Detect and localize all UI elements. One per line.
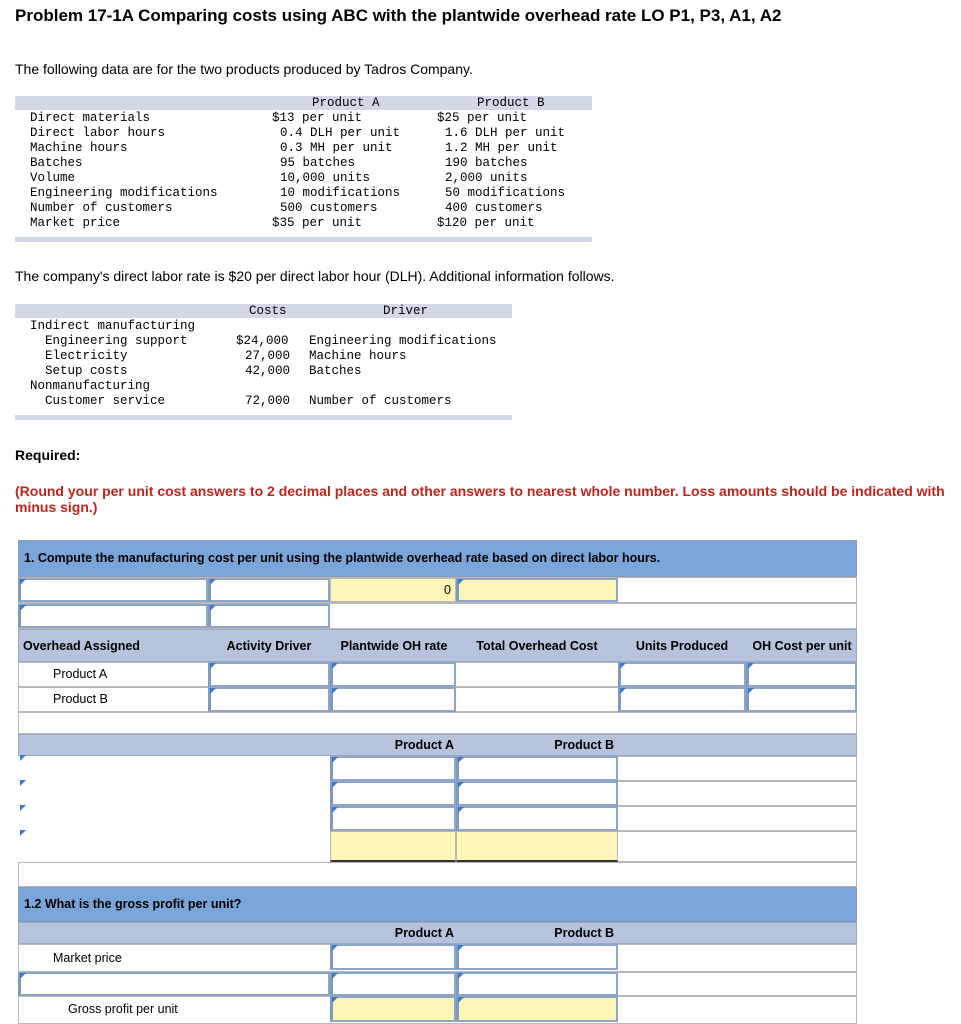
product-a-value: 0.3 MH per unit xyxy=(280,141,393,155)
cost-value: 27,000 xyxy=(245,349,291,363)
product-b-plantwide-rate-input[interactable] xyxy=(330,687,456,712)
cost-value: 72,000 xyxy=(245,394,291,408)
label-input-2[interactable] xyxy=(18,604,208,628)
product-b-value: 190 batches xyxy=(445,156,528,170)
column-header-costs: Costs xyxy=(249,304,287,318)
product-a-units-input[interactable] xyxy=(618,662,746,687)
rounding-instructions: (Round your per unit cost answers to 2 decimal places and other answers to nearest whole number. Loss amounts should be indicated with minus sign.) xyxy=(15,483,945,515)
product-a-value: 0.4 DLH per unit xyxy=(280,126,401,140)
driver-input-2[interactable] xyxy=(208,604,330,628)
total-cost-b-cell xyxy=(456,831,618,862)
product-a-value: 95 batches xyxy=(280,156,356,170)
product-b-value: 2,000 units xyxy=(445,171,528,185)
row-label: Electricity xyxy=(45,349,128,363)
table-bottom-bar xyxy=(15,415,512,420)
driver-value: Machine hours xyxy=(309,349,407,363)
gross-profit-b-input[interactable] xyxy=(456,996,618,1022)
column-header-product-b: Product B xyxy=(554,926,614,940)
gross-profit-cost-a-input[interactable] xyxy=(330,972,456,996)
cost-label-input-3[interactable] xyxy=(18,806,330,831)
label-input-1[interactable] xyxy=(18,578,208,602)
column-header-product-a: Product A xyxy=(312,96,380,110)
spacer-row xyxy=(18,862,857,887)
required-heading: Required: xyxy=(15,447,81,463)
column-header-units-produced: Units Produced xyxy=(635,638,729,653)
product-b-activity-driver-input[interactable] xyxy=(208,687,330,712)
row-label: Setup costs xyxy=(45,364,128,378)
driver-input-1[interactable] xyxy=(208,578,330,602)
product-b-value: $120 per unit xyxy=(437,216,535,230)
driver-value: Number of customers xyxy=(309,394,452,408)
intro-text: The following data are for the two products produced by Tadros Company. xyxy=(15,61,473,77)
market-price-b-input[interactable] xyxy=(456,944,618,970)
column-header-oh-cost-per-unit: OH Cost per unit xyxy=(752,638,852,653)
cost-b-input-2[interactable] xyxy=(456,781,618,806)
product-b-units-input[interactable] xyxy=(618,687,746,712)
column-header-product-b: Product B xyxy=(554,738,614,752)
product-b-value: 1.2 MH per unit xyxy=(445,141,558,155)
gross-profit-cost-b-input[interactable] xyxy=(456,972,618,996)
question-1-text: 1. Compute the manufacturing cost per unit using the plantwide overhead rate based on direct labor hours. xyxy=(24,551,661,565)
spacer-row xyxy=(18,712,857,734)
column-header-overhead-assigned: Overhead Assigned xyxy=(23,638,140,653)
cost-a-input-1[interactable] xyxy=(330,756,456,781)
column-header-activity-driver: Activity Driver xyxy=(226,638,312,653)
product-a-label: Product A xyxy=(53,667,108,681)
row-label: Number of customers xyxy=(30,201,173,215)
cost-label-input-2[interactable] xyxy=(18,781,330,806)
column-header-driver: Driver xyxy=(383,304,429,318)
row-label: Machine hours xyxy=(30,141,128,155)
driver-value: Engineering modifications xyxy=(309,334,497,348)
product-a-value: $35 per unit xyxy=(272,216,363,230)
table-bottom-bar xyxy=(15,237,592,242)
column-header-plantwide-oh-rate: Plantwide OH rate xyxy=(340,638,448,653)
product-a-value: 500 customers xyxy=(280,201,378,215)
column-header-product-a: Product A xyxy=(394,926,454,940)
question-1-band xyxy=(18,540,857,577)
result-input-1[interactable] xyxy=(456,578,618,602)
row-label: Customer service xyxy=(45,394,166,408)
column-header-total-overhead-cost: Total Overhead Cost xyxy=(476,638,598,653)
cost-a-input-3[interactable] xyxy=(330,806,456,831)
cost-label-input-1[interactable] xyxy=(18,756,330,781)
cost-b-input-3[interactable] xyxy=(456,806,618,831)
product-b-label: Product B xyxy=(53,692,108,706)
group-label: Indirect manufacturing xyxy=(30,319,196,333)
column-header-product-a: Product A xyxy=(394,738,454,752)
product-a-value: $13 per unit xyxy=(272,111,363,125)
zero-value: 0 xyxy=(444,583,451,597)
row-label: Volume xyxy=(30,171,76,185)
product-b-value: 400 customers xyxy=(445,201,543,215)
group-label: Nonmanufacturing xyxy=(30,379,151,393)
product-a-value: 10,000 units xyxy=(280,171,371,185)
product-b-value: $25 per unit xyxy=(437,111,528,125)
product-a-activity-driver-input[interactable] xyxy=(208,662,330,687)
market-price-a-input[interactable] xyxy=(330,944,456,970)
question-1-2-text: 1.2 What is the gross profit per unit? xyxy=(24,897,242,911)
row-label: Engineering modifications xyxy=(30,186,218,200)
product-b-value: 50 modifications xyxy=(445,186,566,200)
labor-rate-text: The company's direct labor rate is $20 per direct labor hour (DLH). Additional information follows. xyxy=(15,268,615,284)
market-price-label: Market price xyxy=(53,951,122,965)
row-label: Market price xyxy=(30,216,121,230)
gross-profit-label: Gross profit per unit xyxy=(68,1002,178,1016)
total-label-input[interactable] xyxy=(18,831,330,862)
cost-value: 42,000 xyxy=(245,364,291,378)
row-label: Batches xyxy=(30,156,83,170)
computed-zero-cell xyxy=(330,578,456,602)
product-b-oh-cost-input[interactable] xyxy=(746,687,857,712)
gross-profit-a-input[interactable] xyxy=(330,996,456,1022)
row-label: Engineering support xyxy=(45,334,188,348)
row-label: Direct labor hours xyxy=(30,126,166,140)
product-b-value: 1.6 DLH per unit xyxy=(445,126,566,140)
driver-value: Batches xyxy=(309,364,362,378)
product-a-plantwide-rate-input[interactable] xyxy=(330,662,456,687)
product-a-value: 10 modifications xyxy=(280,186,401,200)
gross-profit-label-input[interactable] xyxy=(18,972,330,996)
cost-value: $24,000 xyxy=(236,334,289,348)
cost-a-input-2[interactable] xyxy=(330,781,456,806)
page-title: Problem 17-1A Comparing costs using ABC with the plantwide overhead rate LO P1, P3, A1, A2 xyxy=(15,6,782,25)
total-cost-a-cell xyxy=(330,831,456,862)
column-header-product-b: Product B xyxy=(477,96,545,110)
product-a-oh-cost-input[interactable] xyxy=(746,662,857,687)
cost-b-input-1[interactable] xyxy=(456,756,618,781)
row-label: Direct materials xyxy=(30,111,151,125)
question-1-2-band xyxy=(18,887,857,922)
